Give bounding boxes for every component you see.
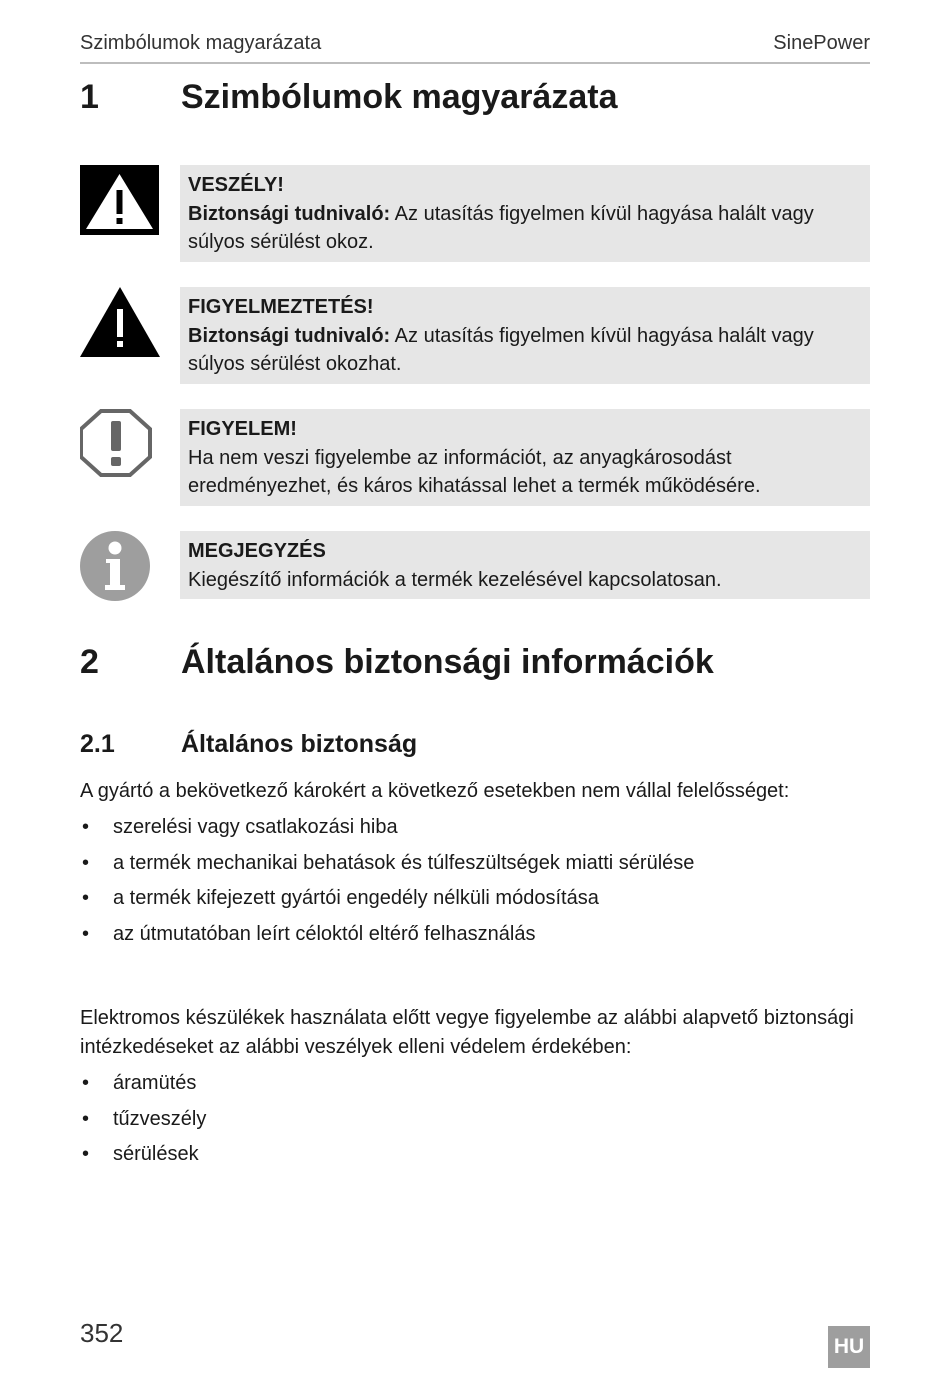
notice-text: Ha nem veszi figyelembe az információt, az anyagkárosodást eredményezhet, és káros kihatással lehet a termék működésére. bbox=[188, 446, 761, 497]
subsection-number: 2.1 bbox=[80, 730, 115, 758]
bullet: • bbox=[82, 887, 90, 909]
notice-label: Biztonsági tudnivaló: bbox=[188, 202, 391, 225]
list-item-text: sérülések bbox=[113, 1143, 199, 1165]
caution-octagon-icon bbox=[80, 409, 160, 481]
page-header bbox=[80, 30, 870, 64]
notice-title: FIGYELMEZTETÉS! bbox=[188, 296, 374, 318]
bullet: • bbox=[82, 816, 90, 838]
list-item-text: szerelési vagy csatlakozási hiba bbox=[113, 816, 398, 838]
hazard-list bbox=[80, 1068, 206, 1175]
section-number: 2 bbox=[80, 643, 99, 681]
list-item bbox=[80, 812, 694, 848]
warning-triangle-icon bbox=[80, 287, 160, 359]
list-item bbox=[80, 883, 694, 919]
bullet: • bbox=[82, 851, 90, 874]
notice-text: Az utasítás figyelmen kívül hagyása halált vagy súlyos sérülést okozhat. bbox=[188, 324, 814, 375]
list-item-text: tűzveszély bbox=[113, 1107, 207, 1130]
section-title: Általános biztonsági információk bbox=[181, 643, 714, 681]
bullet: • bbox=[82, 1143, 90, 1165]
notice-title: FIGYELEM! bbox=[188, 418, 297, 440]
bullet: • bbox=[82, 1107, 90, 1130]
header-section-title: Szimbólumok magyarázata bbox=[80, 32, 322, 54]
page-number: 352 bbox=[80, 1318, 124, 1348]
list-item bbox=[80, 919, 694, 955]
danger-warning-triangle-icon bbox=[80, 165, 160, 237]
list-item-text: áramütés bbox=[113, 1072, 197, 1094]
list-item-text: a termék kifejezett gyártói engedély nélküli módosítása bbox=[113, 887, 599, 909]
bullet: • bbox=[82, 922, 90, 945]
paragraph-electrical-safety: Elektromos készülékek használata előtt vegye figyelembe az alábbi alapvető biztonsági intézkedéseket az alábbi veszélyek elleni védelem érdekében: bbox=[80, 1007, 854, 1058]
section-title: Szimbólumok magyarázata bbox=[181, 78, 618, 116]
notice-text: Kiegészítő információk a termék kezelésével kapcsolatosan. bbox=[188, 568, 722, 591]
list-item bbox=[80, 848, 694, 884]
list-item-text: a termék mechanikai behatások és túlfeszültségek miatti sérülése bbox=[113, 851, 695, 874]
subsection-title: Általános biztonság bbox=[181, 730, 418, 758]
notice-title: VESZÉLY! bbox=[188, 174, 284, 196]
language-badge: HU bbox=[828, 1326, 870, 1368]
list-item bbox=[80, 1104, 206, 1140]
list-item bbox=[80, 1068, 206, 1104]
notice-label: Biztonsági tudnivaló: bbox=[188, 324, 391, 347]
paragraph-liability: A gyártó a bekövetkező károkért a következő esetekben nem vállal felelősséget: bbox=[80, 780, 790, 802]
list-item-text: az útmutatóban leírt céloktól eltérő felhasználás bbox=[113, 922, 536, 945]
notice-text: Az utasítás figyelmen kívül hagyása halált vagy súlyos sérülést okoz. bbox=[188, 202, 814, 253]
header-product-name: SinePower bbox=[773, 32, 870, 54]
list-item bbox=[80, 1139, 206, 1175]
liability-list bbox=[80, 812, 694, 954]
bullet: • bbox=[82, 1072, 90, 1094]
notice-title: MEGJEGYZÉS bbox=[188, 540, 326, 562]
section-number: 1 bbox=[80, 78, 99, 116]
info-icon bbox=[80, 531, 160, 603]
